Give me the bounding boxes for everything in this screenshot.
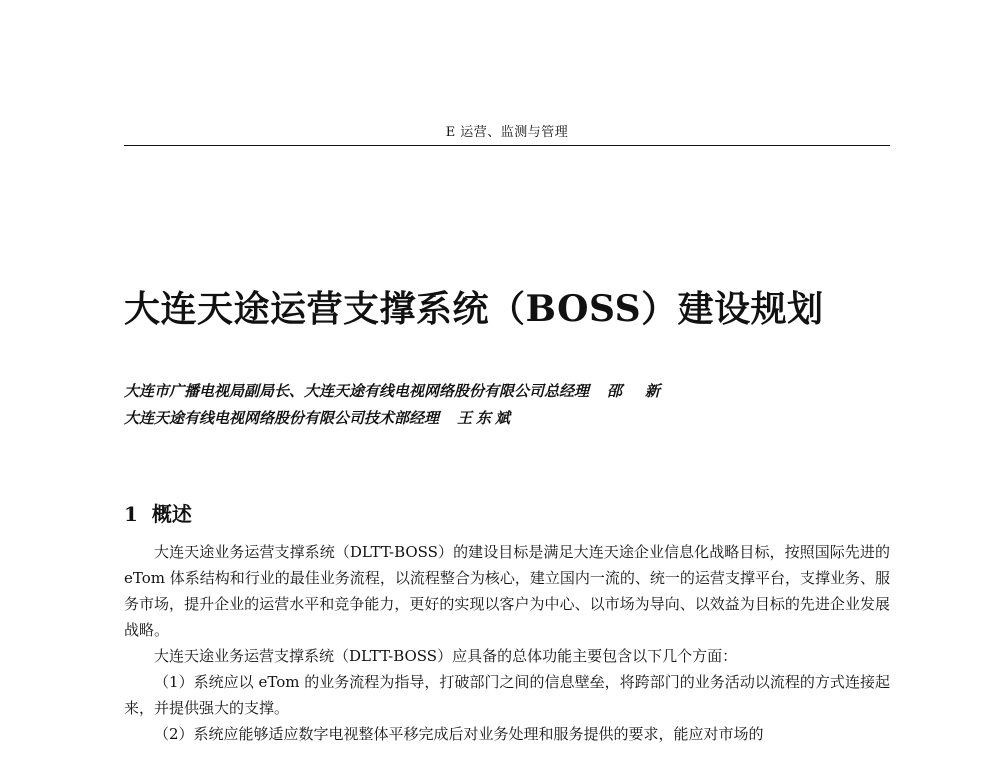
author-block	[124, 378, 890, 432]
running-header: E 运营、监测与管理	[445, 125, 569, 140]
body-text	[124, 539, 890, 747]
section-title: 概述	[151, 502, 192, 526]
author-name: 王东斌	[457, 409, 515, 427]
paragraph: （2）系统应能够适应数字电视整体平移完成后对业务处理和服务提供的要求，能应对市场的	[154, 725, 764, 743]
author-affiliation: 大连天途有线电视网络股份有限公司技术部经理	[124, 409, 440, 427]
paragraph: （1）系统应以 eTom 的业务流程为指导，打破部门之间的信息壁垒，将跨部门的业务活动以流程的方式连接起来，并提供强大的支撑。	[124, 673, 890, 717]
author-line	[124, 405, 890, 432]
author-line	[124, 378, 890, 405]
header-rule	[124, 145, 890, 146]
paper-title: 大连天途运营支撑系统（BOSS）建设规划	[124, 288, 824, 330]
author-affiliation: 大连市广播电视局副局长、大连天途有线电视网络股份有限公司总经理	[124, 382, 590, 400]
section-heading	[124, 498, 192, 530]
author-name: 邵 新	[607, 382, 665, 400]
paragraph: 大连天途业务运营支撑系统（DLTT-BOSS）应具备的总体功能主要包含以下几个方面：	[154, 647, 738, 665]
section-number: 1	[124, 502, 138, 526]
paragraph: 大连天途业务运营支撑系统（DLTT-BOSS）的建设目标是满足大连天途企业信息化战略目标，按照国际先进的 eTom 体系结构和行业的最佳业务流程，以流程整合为核心，建立国内一流的、统一的运营支撑平台，支撑业务、服务市场，提升企业的运营水平和竞争能力，更好的实现以客户为中心、以市场为导向、以效益为目标的先进企业发展战略。	[124, 543, 890, 639]
